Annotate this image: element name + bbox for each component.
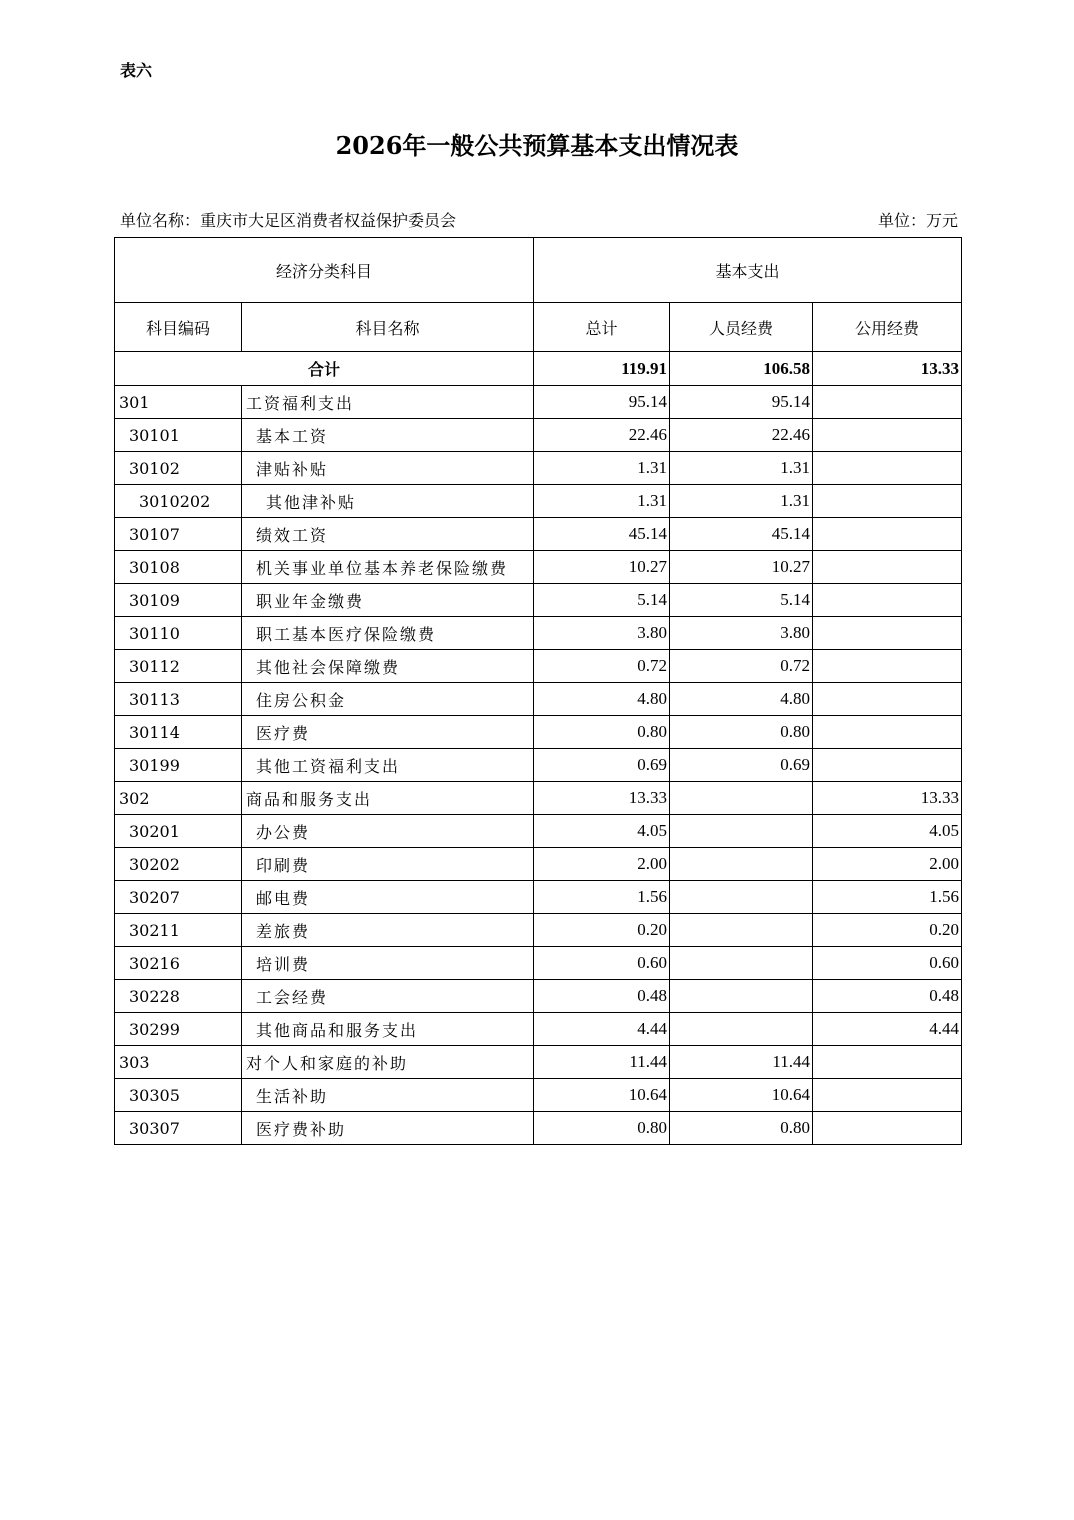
table-row <box>115 782 962 815</box>
row-name: 工资福利支出 <box>242 386 534 419</box>
row-code: 30107 <box>115 518 242 551</box>
row-personnel: 5.14 <box>670 584 813 617</box>
row-code: 301 <box>115 386 242 419</box>
row-name: 生活补助 <box>242 1079 534 1112</box>
row-public: 0.48 <box>813 980 962 1013</box>
row-personnel <box>670 947 813 980</box>
page-title: 2026年一般公共预算基本支出情况表 <box>335 131 739 160</box>
row-total: 4.05 <box>534 815 670 848</box>
row-public <box>813 485 962 518</box>
table-row <box>115 584 962 617</box>
table-row <box>115 716 962 749</box>
row-code: 30112 <box>115 650 242 683</box>
row-public <box>813 419 962 452</box>
table-row <box>115 881 962 914</box>
row-public <box>813 650 962 683</box>
row-total: 13.33 <box>534 782 670 815</box>
row-name: 邮电费 <box>242 881 534 914</box>
row-total: 2.00 <box>534 848 670 881</box>
row-total: 5.14 <box>534 584 670 617</box>
row-personnel <box>670 848 813 881</box>
row-personnel <box>670 815 813 848</box>
row-total: 10.27 <box>534 551 670 584</box>
row-personnel <box>670 914 813 947</box>
table-row <box>115 749 962 782</box>
row-public: 0.20 <box>813 914 962 947</box>
row-name: 津贴补贴 <box>242 452 534 485</box>
row-name: 医疗费 <box>242 716 534 749</box>
table-number: 表六 <box>120 61 153 80</box>
total-label: 合计 <box>115 352 534 386</box>
row-name: 其他津补贴 <box>242 485 534 518</box>
table-row <box>115 947 962 980</box>
row-code: 30110 <box>115 617 242 650</box>
header-row-columns <box>115 303 962 352</box>
row-total: 10.64 <box>534 1079 670 1112</box>
row-name: 办公费 <box>242 815 534 848</box>
row-code: 30108 <box>115 551 242 584</box>
row-code: 30102 <box>115 452 242 485</box>
row-code: 30216 <box>115 947 242 980</box>
table-row <box>115 1046 962 1079</box>
table-row <box>115 683 962 716</box>
row-name: 商品和服务支出 <box>242 782 534 815</box>
row-total: 3.80 <box>534 617 670 650</box>
row-code: 30201 <box>115 815 242 848</box>
row-total: 45.14 <box>534 518 670 551</box>
row-personnel: 0.80 <box>670 1112 813 1145</box>
row-code: 303 <box>115 1046 242 1079</box>
row-total: 0.48 <box>534 980 670 1013</box>
row-public <box>813 386 962 419</box>
header-economic-classification: 经济分类科目 <box>115 238 534 303</box>
row-total: 1.56 <box>534 881 670 914</box>
row-public: 1.56 <box>813 881 962 914</box>
header-row-top <box>115 238 962 303</box>
row-name: 差旅费 <box>242 914 534 947</box>
col-header-name: 科目名称 <box>242 303 534 352</box>
row-personnel: 3.80 <box>670 617 813 650</box>
row-personnel <box>670 1013 813 1046</box>
row-code: 3010202 <box>115 485 242 518</box>
table-row <box>115 815 962 848</box>
row-total: 1.31 <box>534 485 670 518</box>
row-public <box>813 1046 962 1079</box>
table-row <box>115 386 962 419</box>
total-public: 13.33 <box>813 352 962 386</box>
table-row <box>115 848 962 881</box>
row-total: 0.20 <box>534 914 670 947</box>
row-code: 30101 <box>115 419 242 452</box>
row-name: 其他工资福利支出 <box>242 749 534 782</box>
table-row <box>115 1079 962 1112</box>
row-personnel: 1.31 <box>670 452 813 485</box>
row-code: 30211 <box>115 914 242 947</box>
col-header-total: 总计 <box>534 303 670 352</box>
row-code: 30114 <box>115 716 242 749</box>
row-code: 30109 <box>115 584 242 617</box>
row-public <box>813 551 962 584</box>
row-public: 4.44 <box>813 1013 962 1046</box>
row-personnel: 95.14 <box>670 386 813 419</box>
row-public <box>813 683 962 716</box>
table-row <box>115 914 962 947</box>
total-sum: 119.91 <box>534 352 670 386</box>
row-total: 4.80 <box>534 683 670 716</box>
total-personnel: 106.58 <box>670 352 813 386</box>
row-code: 30113 <box>115 683 242 716</box>
col-header-code: 科目编码 <box>115 303 242 352</box>
row-total: 0.60 <box>534 947 670 980</box>
row-public <box>813 749 962 782</box>
row-public <box>813 518 962 551</box>
row-personnel: 11.44 <box>670 1046 813 1079</box>
row-code: 30202 <box>115 848 242 881</box>
row-public <box>813 716 962 749</box>
row-total: 0.72 <box>534 650 670 683</box>
row-name: 对个人和家庭的补助 <box>242 1046 534 1079</box>
row-name: 工会经费 <box>242 980 534 1013</box>
row-name: 职业年金缴费 <box>242 584 534 617</box>
row-public <box>813 617 962 650</box>
total-row <box>115 352 962 386</box>
table-row <box>115 452 962 485</box>
row-total: 0.80 <box>534 716 670 749</box>
row-name: 机关事业单位基本养老保险缴费 <box>242 551 534 584</box>
row-name: 基本工资 <box>242 419 534 452</box>
row-public <box>813 452 962 485</box>
table-row <box>115 1112 962 1145</box>
row-code: 30207 <box>115 881 242 914</box>
row-personnel: 0.80 <box>670 716 813 749</box>
row-personnel: 10.64 <box>670 1079 813 1112</box>
row-public: 4.05 <box>813 815 962 848</box>
row-total: 0.80 <box>534 1112 670 1145</box>
row-name: 住房公积金 <box>242 683 534 716</box>
row-personnel <box>670 782 813 815</box>
row-name: 医疗费补助 <box>242 1112 534 1145</box>
row-total: 95.14 <box>534 386 670 419</box>
row-code: 30228 <box>115 980 242 1013</box>
row-total: 1.31 <box>534 452 670 485</box>
row-public <box>813 1079 962 1112</box>
row-code: 30299 <box>115 1013 242 1046</box>
row-code: 30307 <box>115 1112 242 1145</box>
row-code: 302 <box>115 782 242 815</box>
row-personnel <box>670 980 813 1013</box>
row-personnel: 0.69 <box>670 749 813 782</box>
row-total: 22.46 <box>534 419 670 452</box>
row-personnel: 4.80 <box>670 683 813 716</box>
row-personnel: 22.46 <box>670 419 813 452</box>
table-row <box>115 485 962 518</box>
table-row <box>115 650 962 683</box>
table-row <box>115 980 962 1013</box>
row-total: 0.69 <box>534 749 670 782</box>
table-row <box>115 551 962 584</box>
table-row <box>115 419 962 452</box>
row-total: 4.44 <box>534 1013 670 1046</box>
row-public: 2.00 <box>813 848 962 881</box>
row-personnel: 10.27 <box>670 551 813 584</box>
row-code: 30305 <box>115 1079 242 1112</box>
table-row <box>115 617 962 650</box>
row-total: 11.44 <box>534 1046 670 1079</box>
row-name: 绩效工资 <box>242 518 534 551</box>
row-name: 其他商品和服务支出 <box>242 1013 534 1046</box>
currency-unit-label: 单位：万元 <box>877 211 958 230</box>
table-row <box>115 518 962 551</box>
row-public <box>813 584 962 617</box>
row-public: 0.60 <box>813 947 962 980</box>
col-header-personnel: 人员经费 <box>670 303 813 352</box>
row-name: 职工基本医疗保险缴费 <box>242 617 534 650</box>
row-name: 培训费 <box>242 947 534 980</box>
row-name: 其他社会保障缴费 <box>242 650 534 683</box>
col-header-public: 公用经费 <box>813 303 962 352</box>
row-personnel: 1.31 <box>670 485 813 518</box>
row-personnel: 0.72 <box>670 650 813 683</box>
row-public <box>813 1112 962 1145</box>
row-personnel: 45.14 <box>670 518 813 551</box>
row-code: 30199 <box>115 749 242 782</box>
table-row <box>115 1013 962 1046</box>
header-basic-expenditure: 基本支出 <box>534 238 962 303</box>
row-public: 13.33 <box>813 782 962 815</box>
row-personnel <box>670 881 813 914</box>
unit-name-label: 单位名称：重庆市大足区消费者权益保护委员会 <box>120 211 457 230</box>
row-name: 印刷费 <box>242 848 534 881</box>
budget-table <box>114 237 962 1145</box>
